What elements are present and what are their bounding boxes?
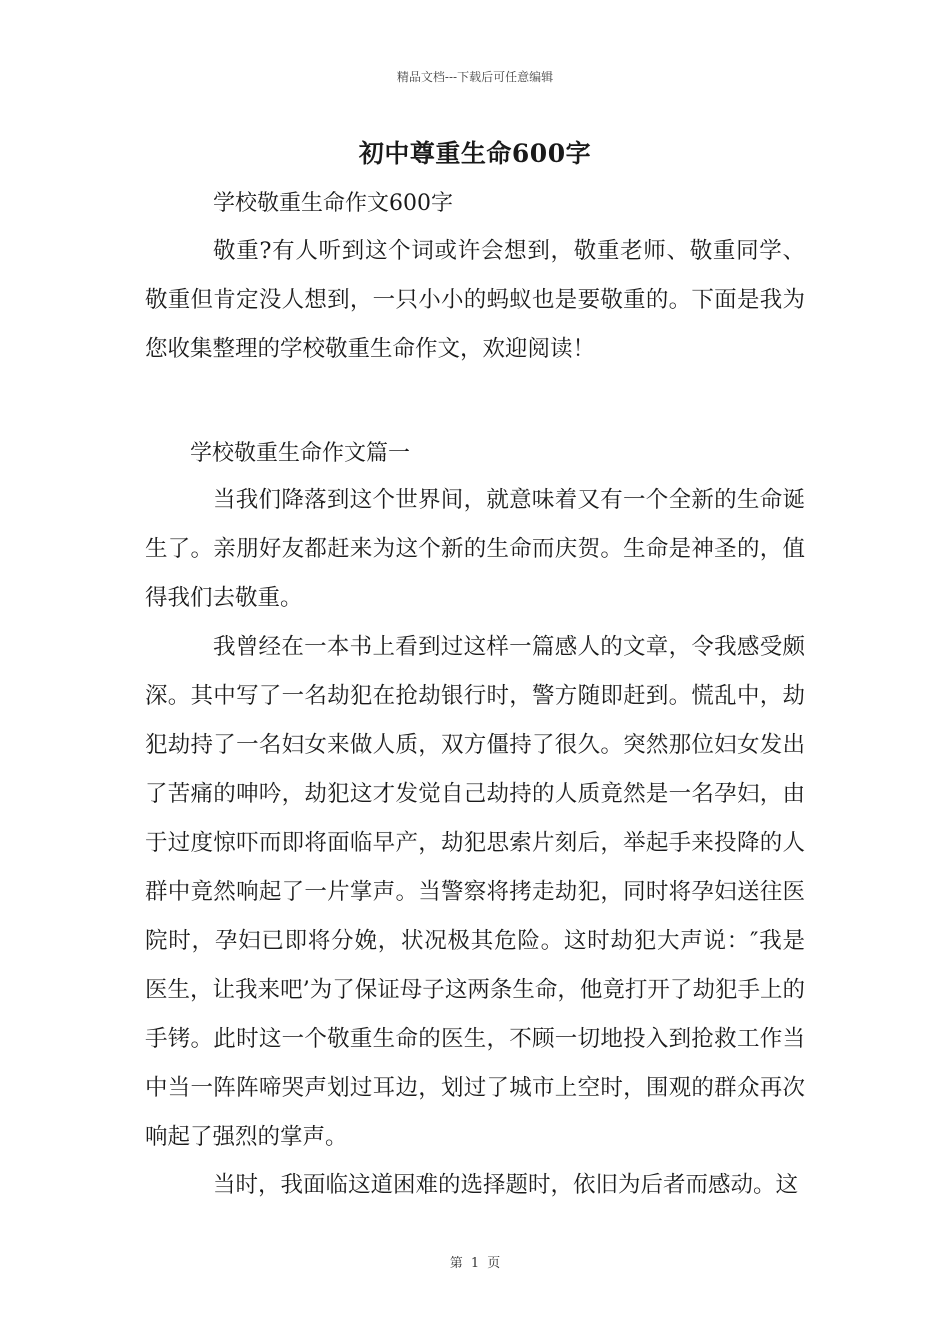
section-heading: 学校敬重生命作文篇一 bbox=[190, 441, 411, 466]
intro-paragraph: 敬重?有人听到这个词或许会想到，敬重老师、敬重同学、敬重但肯定没人想到，一只小小的蚂蚁也是要敬重的。下面是我为您收集整理的学校敬重生命作文，欢迎阅读！ bbox=[145, 238, 805, 362]
page-header: 精品文档---下载后可任意编辑 bbox=[396, 70, 554, 84]
document-title: 初中尊重生命600字 bbox=[358, 139, 592, 168]
body-paragraph-3: 当时，我面临这道困难的选择题时，依旧为后者而感动。这 bbox=[213, 1172, 799, 1198]
body-paragraph-1: 当我们降落到这个世界间，就意味着又有一个全新的生命诞生了。亲朋好友都赶来为这个新的生命而庆贺。生命是神圣的，值得我们去敬重。 bbox=[145, 487, 805, 611]
page-number: 第 1 页 bbox=[449, 1256, 501, 1271]
document-subtitle: 学校敬重生命作文600字 bbox=[213, 191, 453, 216]
body-paragraph-2: 我曾经在一本书上看到过这样一篇感人的文章，令我感受颇深。其中写了一名劫犯在抢劫银行时，警方随即赶到。慌乱中，劫犯劫持了一名妇女来做人质，双方僵持了很久。突然那位妇女发出了苦痛的呻吟，劫犯这才发觉自己劫持的人质竟然是一名孕妇，由于过度惊吓而即将面临早产，劫犯思索片刻后，举起手来投降的人群中竟然响起了一片掌声。当警察将拷走劫犯，同时将孕妇送往医院时，孕妇已即将分娩，状况极其危险。这时劫犯大声说：″我是医生，让我来吧’为了保证母子这两条生命，他竟打开了劫犯手上的手铐。此时这一个敬重生命的医生，不顾一切地投入到抢救工作当中当一阵阵啼哭声划过耳边，划过了城市上空时，围观的群众再次响起了强烈的掌声。 bbox=[145, 634, 805, 1150]
